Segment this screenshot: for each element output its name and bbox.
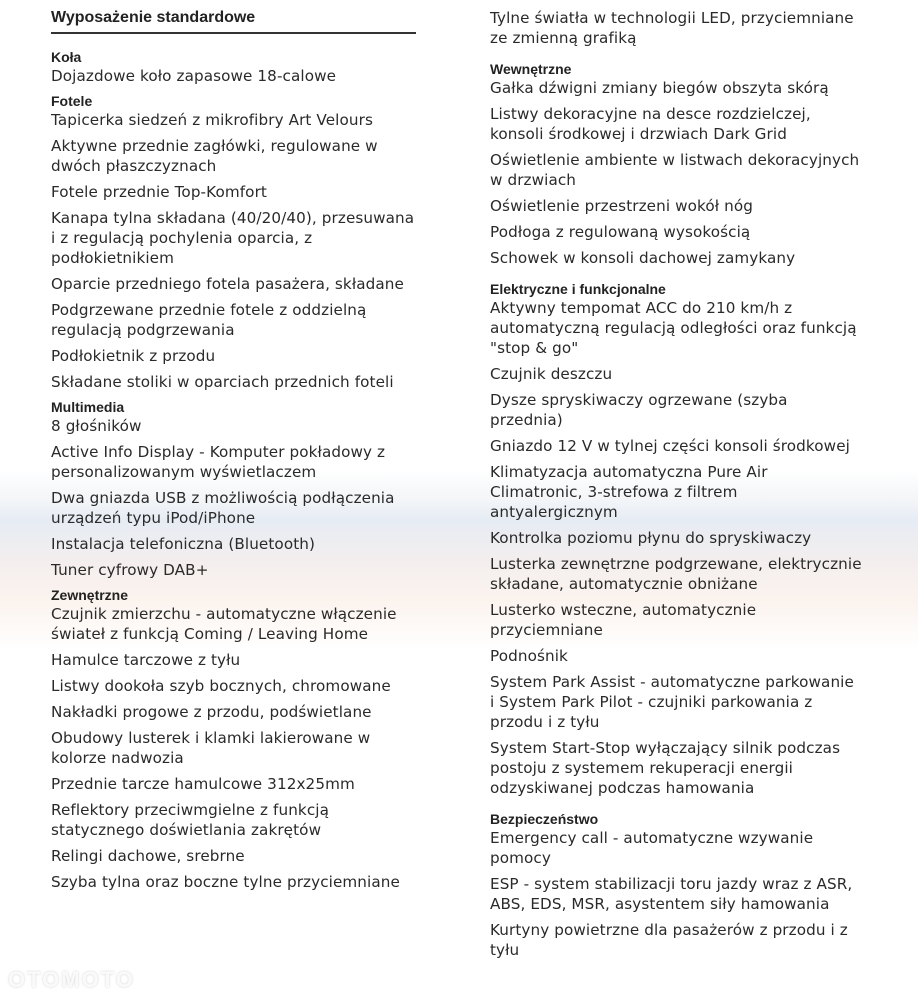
feature-item: Gniazdo 12 V w tylnej części konsoli środkowej [490, 437, 850, 455]
feature-item: Oświetlenie ambiente w listwach dekoracyjnych w drzwiach [490, 151, 860, 189]
feature-item: Nakładki progowe z przodu, podświetlane [51, 703, 372, 721]
feature-item: Emergency call - automatyczne wzywanie pomocy [490, 829, 814, 867]
feature-item: System Start-Stop wyłączający silnik podczas postoju z systemem rekuperacji energii odzyskiwanej podczas hamowania [490, 739, 841, 797]
feature-item: Dojazdowe koło zapasowe 18-calowe [51, 67, 337, 85]
section-zewnetrzne [51, 586, 416, 892]
feature-item: System Park Assist - automatyczne parkowanie i System Park Pilot - czujniki parkowania z przodu i z tyłu [490, 673, 854, 731]
feature-item: Reflektory przeciwmgielne z funkcją statycznego doświetlania zakrętów [51, 801, 330, 839]
feature-item: Gałka dźwigni zmiany biegów obszyta skórą [490, 79, 829, 97]
page-title: Wyposażenie standardowe [51, 0, 416, 34]
feature-item: Tuner cyfrowy DAB+ [51, 561, 209, 579]
feature-item: Listwy dekoracyjne na desce rozdzielczej, konsoli środkowej i drzwiach Dark Grid [490, 105, 811, 143]
section-title: Fotele [51, 93, 93, 109]
feature-item: Kontrolka poziomu płynu do spryskiwaczy [490, 529, 812, 547]
feature-item: Kanapa tylna składana (40/20/40), przesuwana i z regulacją pochylenia oparcia, z podłokietnikiem [51, 209, 415, 267]
section-title: Elektryczne i funkcjonalne [490, 281, 666, 297]
feature-item: Obudowy lusterek i klamki lakierowane w kolorze nadwozia [51, 729, 371, 767]
feature-item: ESP - system stabilizacji toru jazdy wraz z ASR, ABS, EDS, MSR, asystentem siły hamowania [490, 875, 853, 913]
feature-item: Kurtyny powietrzne dla pasażerów z przodu i z tyłu [490, 921, 848, 959]
watermark-logo: OTOMOTO [8, 967, 135, 992]
feature-item: Active Info Display - Komputer pokładowy z personalizowanym wyświetlaczem [51, 443, 386, 481]
section-kola [51, 48, 416, 86]
feature-item: Hamulce tarczowe z tyłu [51, 651, 241, 669]
section-fotele [51, 92, 416, 392]
section-wewnetrzne [490, 60, 862, 268]
feature-item: Klimatyzacja automatyczna Pure Air Climatronic, 3-strefowa z filtrem antyalergicznym [490, 463, 768, 521]
section-multimedia [51, 398, 416, 580]
left-column [51, 0, 416, 898]
feature-item: Oświetlenie przestrzeni wokół nóg [490, 197, 753, 215]
feature-item: Oparcie przedniego fotela pasażera, składane [51, 275, 404, 293]
section-title: Koła [51, 49, 82, 65]
feature-item: Szyba tylna oraz boczne tylne przyciemniane [51, 873, 400, 891]
feature-item: Podłokietnik z przodu [51, 347, 216, 365]
feature-item: Składane stoliki w oparciach przednich foteli [51, 373, 394, 391]
section-elektryczne-i-funkcjonalne [490, 280, 862, 798]
feature-item: Czujnik zmierzchu - automatyczne włączenie świateł z funkcją Coming / Leaving Home [51, 605, 397, 643]
feature-item: Listwy dookoła szyb bocznych, chromowane [51, 677, 391, 695]
feature-item: Czujnik deszczu [490, 365, 613, 383]
feature-item: Lusterko wsteczne, automatycznie przyciemniane [490, 601, 757, 639]
feature-item: Podgrzewane przednie fotele z oddzielną regulacją podgrzewania [51, 301, 367, 339]
feature-item: Podnośnik [490, 647, 568, 665]
right-column [490, 0, 862, 966]
section-title: Zewnętrzne [51, 587, 129, 603]
feature-item: Schowek w konsoli dachowej zamykany [490, 249, 796, 267]
section-bezpieczenstwo [490, 810, 862, 960]
feature-item: Podłoga z regulowaną wysokością [490, 223, 751, 241]
left-sections [51, 48, 416, 892]
feature-item: Aktywne przednie zagłówki, regulowane w dwóch płaszczyznach [51, 137, 378, 175]
feature-item: Fotele przednie Top-Komfort [51, 183, 267, 201]
feature-item: Relingi dachowe, srebrne [51, 847, 245, 865]
feature-item: 8 głośników [51, 417, 142, 435]
right-lead [490, 0, 862, 48]
feature-item: Instalacja telefoniczna (Bluetooth) [51, 535, 316, 553]
section-title: Wewnętrzne [490, 61, 572, 77]
feature-item: Przednie tarcze hamulcowe 312x25mm [51, 775, 355, 793]
feature-item: Tylne światła w technologii LED, przyciemniane ze zmienną grafiką [490, 9, 854, 47]
section-title: Multimedia [51, 399, 125, 415]
right-sections [490, 60, 862, 960]
section-title: Bezpieczeństwo [490, 811, 599, 827]
feature-item: Aktywny tempomat ACC do 210 km/h z automatyczną regulacją odległości oraz funkcją "stop & go" [490, 299, 857, 357]
feature-item: Tapicerka siedzeń z mikrofibry Art Velours [51, 111, 373, 129]
feature-item: Dysze spryskiwaczy ogrzewane (szyba przednia) [490, 391, 788, 429]
feature-item: Lusterka zewnętrzne podgrzewane, elektrycznie składane, automatycznie obniżane [490, 555, 862, 593]
feature-item: Dwa gniazda USB z możliwością podłączenia urządzeń typu iPod/iPhone [51, 489, 395, 527]
